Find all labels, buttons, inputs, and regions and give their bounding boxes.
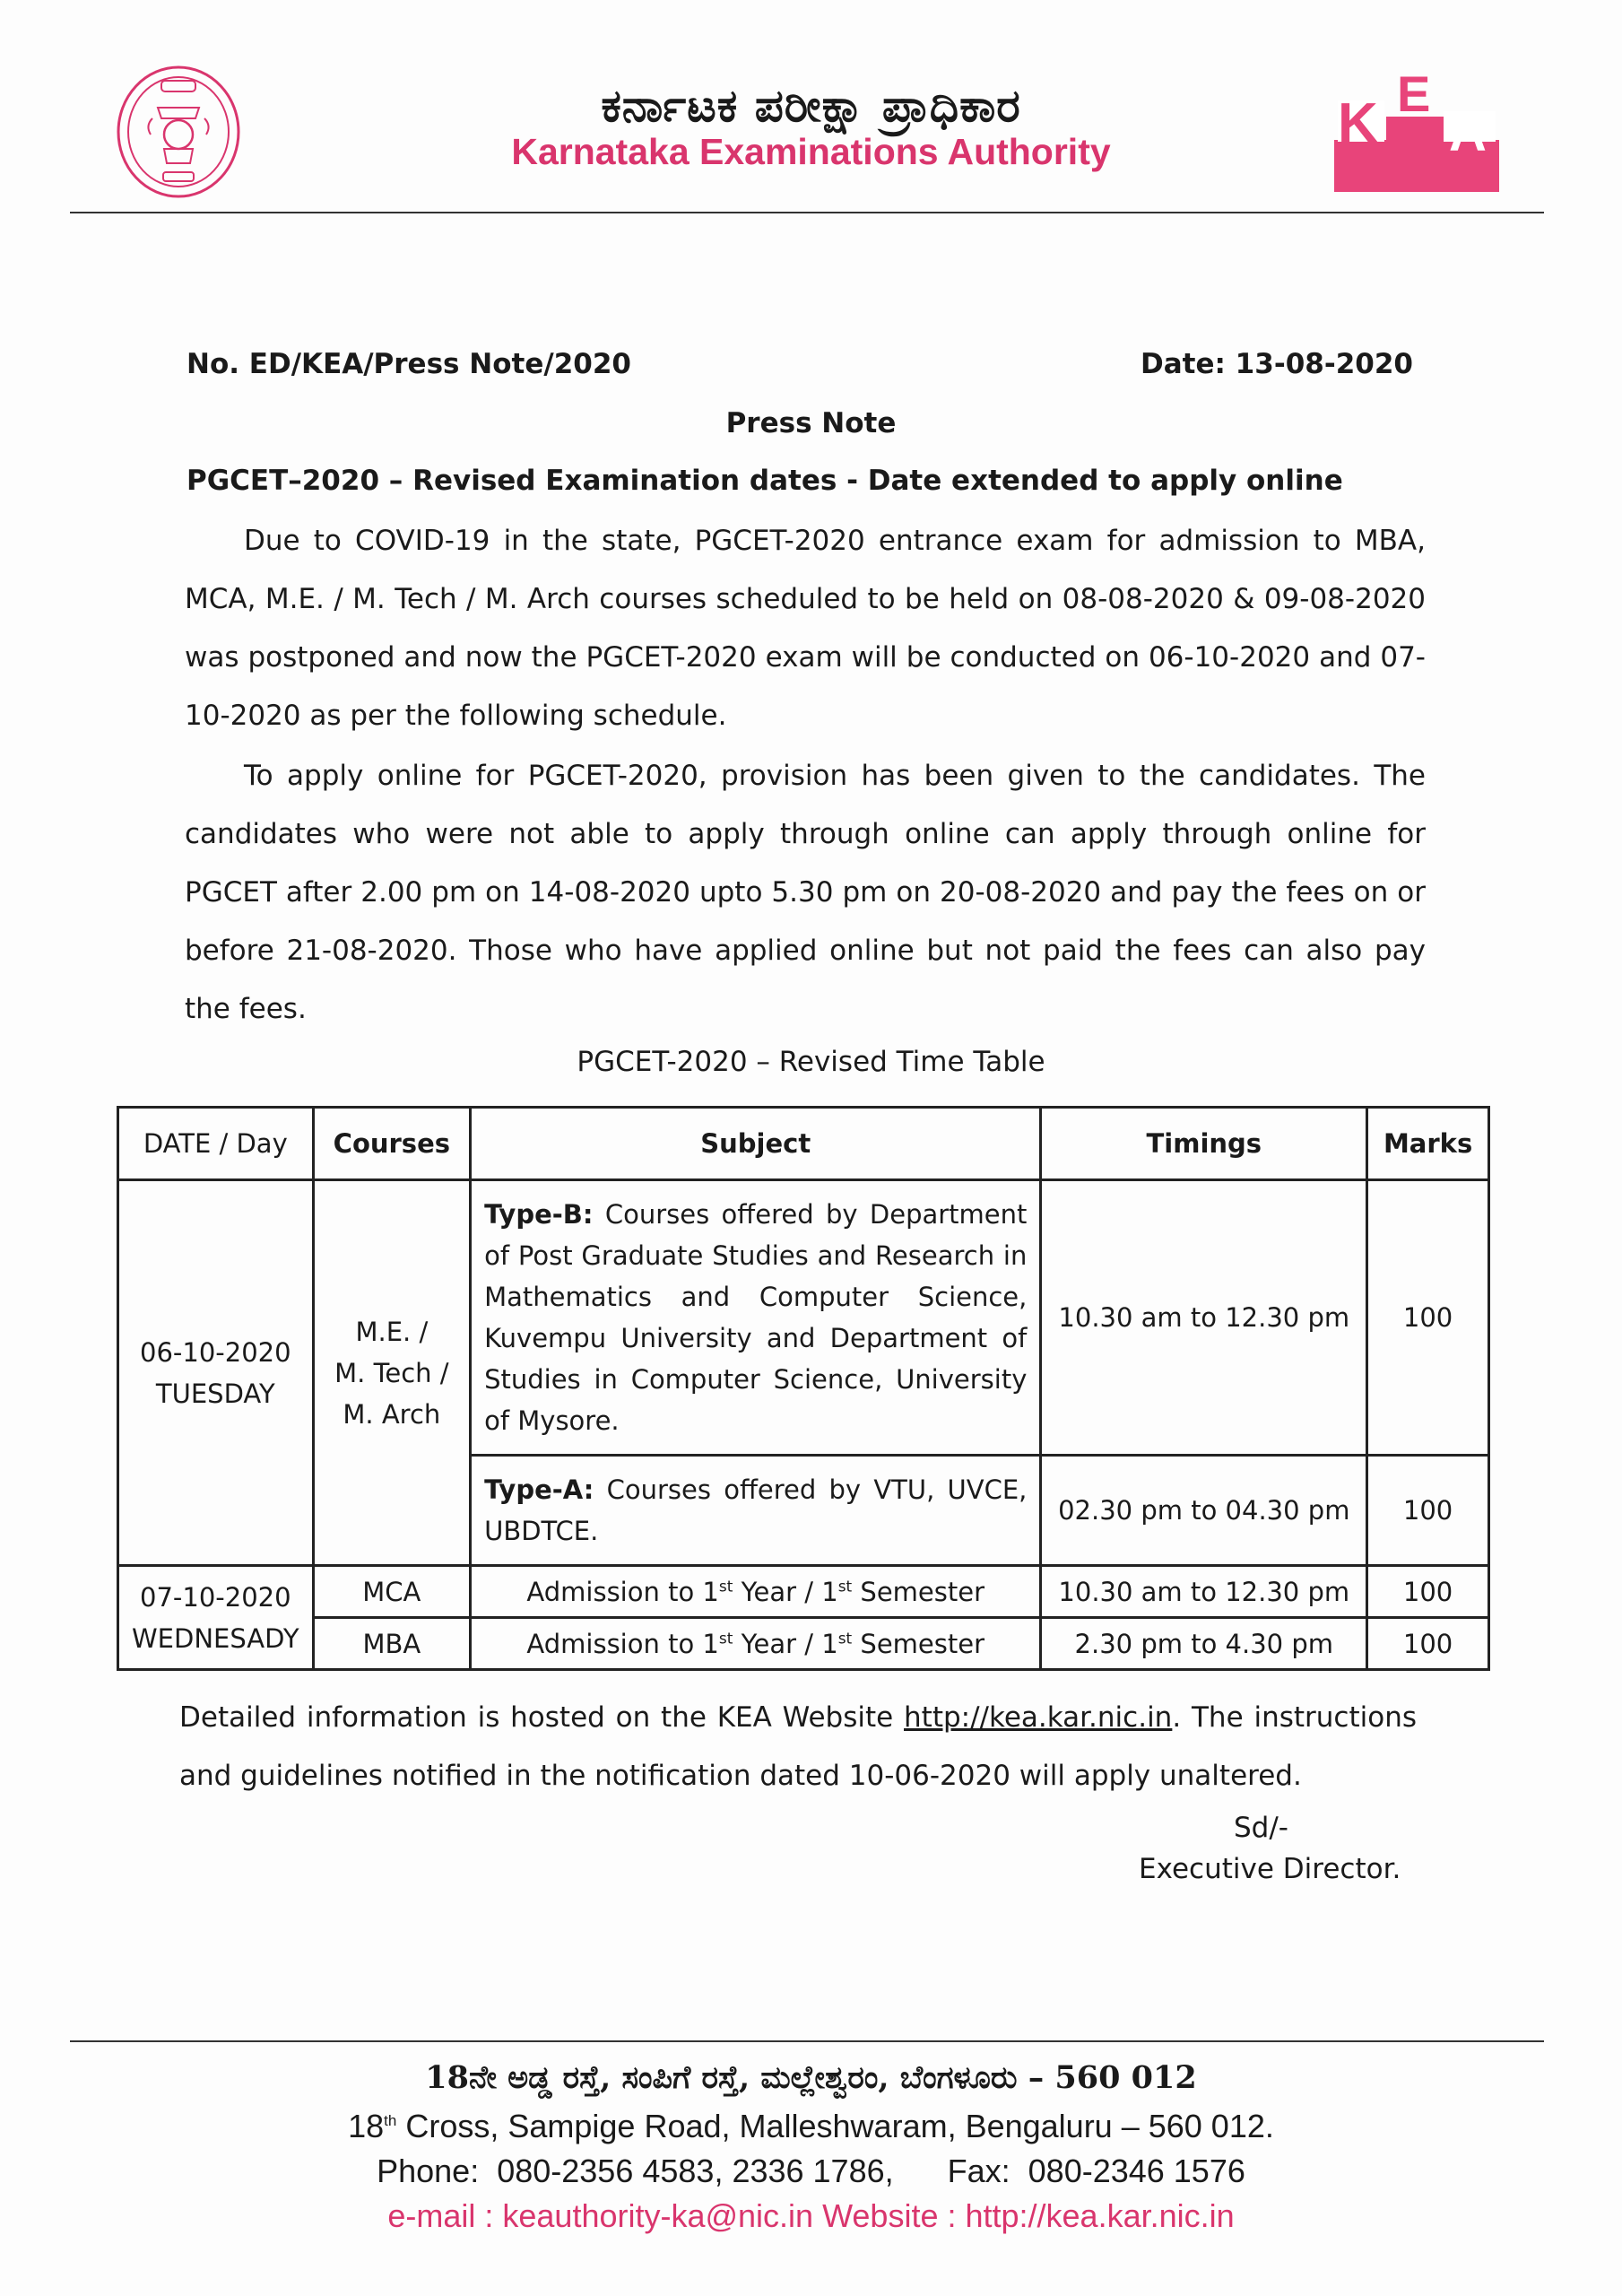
footer-address-part: Cross, Sampige Road, Malleshwaram, Bengaluru – 560 012. [396, 2108, 1274, 2144]
type-a-label: Type-A: [484, 1474, 594, 1505]
subject-mba-part: Year / 1 [733, 1628, 838, 1659]
subject-mba-sup: st [837, 1629, 853, 1648]
table-header-row [118, 1108, 1489, 1180]
table-row [118, 1618, 1489, 1670]
marks-type-a: 100 [1367, 1456, 1489, 1566]
subject-mba-part: Semester [852, 1628, 985, 1659]
timing-mba: 2.30 pm to 4.30 pm [1041, 1618, 1367, 1670]
closing-text: . The instructions and guidelines notified in the notification dated 10-06-2020 will apply unaltered. [179, 1701, 1417, 1792]
signatory-title: Executive Director. [1139, 1853, 1401, 1885]
header-date-day: DATE / Day [118, 1108, 314, 1180]
english-org-title: Karnataka Examinations Authority [511, 131, 1111, 172]
footer-address [0, 2108, 1622, 2145]
press-note-heading: Press Note [725, 407, 897, 439]
paragraph-website-info [179, 1689, 1417, 1805]
course-me: M.E. / [355, 1316, 429, 1347]
kea-website-link[interactable]: http://kea.kar.nic.in [904, 1701, 1173, 1734]
footer-kannada-address: 18ನೇ ಅಡ್ಡ ರಸ್ತೆ, ಸಂಪಿಗೆ ರಸ್ತೆ, ಮಲ್ಲೇಶ್ವರಂ, ಬೆಂಗಳೂರು – 560 012 [425, 2059, 1197, 2096]
paragraph-online-application: To apply online for PGCET-2020, provision has been given to the candidates. The candidates who were not able to apply through online can apply through online for PGCET after 2.00 pm on 14-08-2020 upto 5.30 pm on 20-08-2020 and pay the fees on or before 21-08-2020. Those who have applied online but not paid the fees can also pay the fees. [185, 760, 1426, 1025]
date-day1: 06-10-2020 [140, 1336, 291, 1368]
subject-mba-sup: st [718, 1629, 733, 1648]
subject-mca-sup: st [837, 1577, 853, 1596]
subject-type-b [471, 1180, 1041, 1456]
date-day2: 07-10-2020 [140, 1581, 291, 1613]
subject-mba-part: Admission to 1 [526, 1628, 719, 1659]
subject-mca-sup: st [718, 1577, 733, 1596]
type-a-text: Courses offered by VTU, UVCE, UBDTCE. [484, 1474, 1028, 1546]
header-courses: Courses [313, 1108, 471, 1180]
timing-type-a: 02.30 pm to 04.30 pm [1041, 1456, 1367, 1566]
timetable-title: PGCET-2020 – Revised Time Table [577, 1046, 1045, 1078]
course-mba: MBA [313, 1618, 471, 1670]
footer-address-part: 18 [348, 2108, 385, 2144]
kea-logo-letter-k: K [1338, 92, 1378, 154]
type-b-label: Type-B: [484, 1199, 594, 1230]
course-mca: MCA [313, 1566, 471, 1618]
footer-phone-fax: Phone: 080-2356 4583, 2336 1786, Fax: 080-2346 1576 [377, 2152, 1245, 2189]
reference-number: No. ED/KEA/Press Note/2020 [186, 348, 631, 380]
marks-mca: 100 [1367, 1566, 1489, 1618]
subject-mba [471, 1618, 1041, 1670]
timing-mca: 10.30 am to 12.30 pm [1041, 1566, 1367, 1618]
course-march: M. Arch [343, 1398, 441, 1430]
header-timings: Timings [1041, 1108, 1367, 1180]
type-b-text: Courses offered by Department of Post Graduate Studies and Research in Mathematics and Computer Science, Kuvempu University and Department of Studies in Computer Science, University of Mysore. [484, 1199, 1028, 1436]
closing-text: Detailed information is hosted on the KEA Website [179, 1701, 905, 1734]
subject-mca [471, 1566, 1041, 1618]
kea-logo [1334, 65, 1499, 192]
kea-logo-letter-e: E [1397, 65, 1431, 122]
signature-sd: Sd/- [1234, 1812, 1288, 1844]
footer-address-sup: th [384, 2112, 397, 2129]
reference-date: Date: 13-08-2020 [1141, 348, 1413, 380]
subject-type-a [471, 1456, 1041, 1566]
marks-mba: 100 [1367, 1618, 1489, 1670]
paragraph-postponement: Due to COVID-19 in the state, PGCET-2020 entrance exam for admission to MBA, MCA, M.E. / M. Tech / M. Arch courses scheduled to be held on 08-08-2020 & 09-08-2020 was postponed and now the PGCET-2020 exam will be conducted on 06-10-2020 and 07-10-2020 as per the following schedule. [185, 525, 1426, 732]
timing-type-b: 10.30 am to 12.30 pm [1041, 1180, 1367, 1456]
subject-mca-part: Year / 1 [733, 1576, 838, 1607]
revised-timetable [117, 1106, 1490, 1671]
kannada-org-title: ಕರ್ನಾಟಕ ಪರೀಕ್ಷಾ ಪ್ರಾಧಿಕಾರ [601, 79, 1021, 132]
table-row [118, 1566, 1489, 1618]
date-cell-day2 [118, 1566, 314, 1670]
weekday-day2: WEDNESADY [132, 1622, 299, 1654]
header-subject: Subject [471, 1108, 1041, 1180]
press-note-subject: PGCET–2020 – Revised Examination dates - Date extended to apply online [186, 465, 1343, 497]
kea-logo-letter-a: A [1449, 104, 1487, 162]
table-row [118, 1180, 1489, 1456]
weekday-day1: TUESDAY [155, 1378, 275, 1409]
marks-type-b: 100 [1367, 1180, 1489, 1456]
header-marks: Marks [1367, 1108, 1489, 1180]
subject-mca-part: Semester [852, 1576, 985, 1607]
header-divider [70, 212, 1544, 213]
course-mtech: M. Tech / [334, 1357, 449, 1388]
footer-divider [70, 2040, 1544, 2042]
footer-email-website[interactable]: e-mail : keauthority-ka@nic.in Website : http://kea.kar.nic.in [387, 2197, 1235, 2234]
date-cell-day1 [118, 1180, 314, 1566]
courses-cell-day1 [313, 1180, 471, 1566]
subject-mca-part: Admission to 1 [526, 1576, 719, 1607]
